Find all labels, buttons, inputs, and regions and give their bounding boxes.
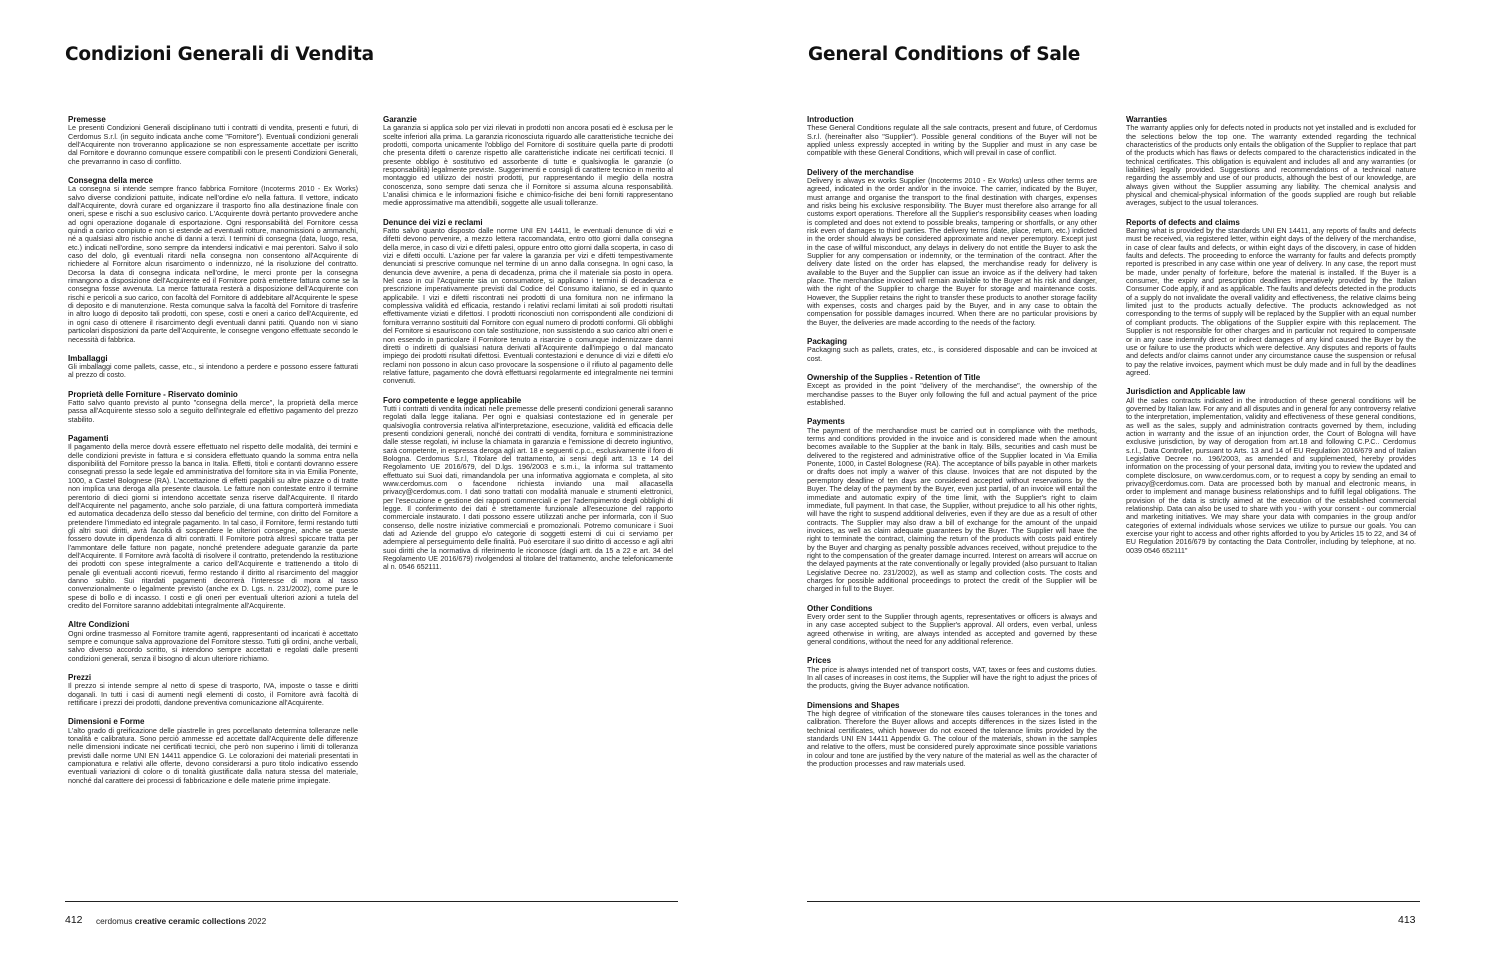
section-body: Every order sent to the Supplier through agents, representatives or officers is always and in any case accepted subject to the Supplier's approval. All orders, even verbal, unless agreed otherwise in writing, are always intended as accepted and governed by these general conditions, without the need for any additional reference. [807, 611, 1097, 646]
section-body: All the sales contracts indicated in the introduction of these general conditions will be governed by Italian law. For any and all disputes and in general for any controversy relative to the interpretation, implementation, validity and effectiveness of these general conditions, as well as the sales, supply and administration contracts governed by them, including action in warranty and the issue of an injunction order, the Court of Bologna will have exclusive jurisdiction, by way of derogation from art.18 and following C.P.C.. Cerdomus s.r.l., Data Controller, pursuant to Arts. 13 and 14 of EU Regulation 2016/679 and of Italian Legislative Decree no. 196/2003, as amended and supplemented, hereby provides information on the processing of your personal data, inviting you to review the updated and complete disclosure, on www.cerdomus.com, or to request a copy by sending an email to privacy@cerdomus.com. Data are processed both by manual and electronic means, in order to implement and manage business relationships and to fulfill legal obligations. The provision of the data is strictly aimed at the execution of the established commercial relationship. Data can also be used to share with you - with your consent - our commercial and marketing initiatives. We may share your data with companies in the group and/or categories of external individuals whose services we utilize to pursue our goals. You can exercise your right to access and other rights afforded to you by Articles 15 to 22, and 34 of EU Regulation 2016/679 by contacting the Data Controller, including by telephone, at no. 0039 0546 652111" [1126, 395, 1416, 555]
section-body: The price is always intended net of transport costs, VAT, taxes or fees and customs duties. In all cases of increases in cost items, the Supplier will have the right to adjust the prices of the products, giving the Buyer advance notification. [807, 664, 1097, 691]
section-heading: Warranties [1126, 115, 1168, 124]
section-heading: Prices [807, 656, 832, 666]
section-body: Except as provided in the point "delivery of the merchandise", the ownership of the merchandise passes to the Buyer only following the full and actual payment of the price established. [807, 381, 1097, 408]
section-body: Fatto salvo quanto disposto dalle norme UNI EN 14411, le eventuali denunce di vizi e difetti devono pervenire, a mezzo lettera raccomandata, entro otto giorni dalla consegna della merce, in caso di vizi e difetti palesi, oppure entro otto giorni dalla scoperta, in caso di vizi e difetti occulti. L'azione per far valere la garanzia per vizi e difetti tempestivamente denunciati si prescrive comunque nel termine di un anno dalla consegna. In ogni caso, la denuncia deve avvenire, a pena di decadenza, prima che il materiale sia posto in opera. Nel caso in cui l'Acquirente sia un consumatore, si applicano i termini di decadenza e prescrizione imperativamente previsti dal Codice del Consumo italiano, se ed in quanto applicabile. I vizi e difetti riscontrati nei prodotti di una fornitura non ne infirmano la complessiva validità ed efficacia, restando i relativi reclami limitati ai soli prodotti risultati effettivamente viziati e difettosi. I prodotti riconosciuti non corrispondenti alle condizioni di fornitura verranno sostituiti dal Fornitore con egual numero di prodotti conformi. Gli obblighi del Fornitore si esauriscono con tale sostituzione, non sussistendo a suo carico altri oneri e non essendo in particolare il Fornitore tenuto a risarcire o comunque indennizzare danni diretti o indiretti di qualsiasi natura derivati all'Acquirente dall'impiego o dal mancato impiego dei prodotti risultati difettosi. Eventuali contestazioni e denunce di vizi e difetti e/o reclami non possono in alcun caso provocare la sospensione o il rifiuto al pagamento delle relative fatture, pagamento che dovrà effettuarsi regolarmente ed integralmente nei termini convenuti. [383, 226, 673, 386]
section [807, 115, 1097, 158]
section-heading: Reports of defects and claims [1126, 217, 1240, 227]
section-body: The high degree of vitrification of the stoneware tiles causes tolerances in the tones and calibration. Therefore the Buyer allows and accepts differences in the sizes listed in the technical certificates, which however do not exceed the tolerance limits provided by the standards UNI EN 14411 Appendix G. The colour of the materials, shown in the samples and relative to the offers, must be considered purely approximate since possible variations in colour and tone are justified by the very nature of the material as well as the character of the production processes and raw materials used. [807, 708, 1097, 768]
running-footer [96, 916, 266, 926]
section-body: Fatto salvo quanto previsto al punto "consegna della merce", la proprietà della merce passa all'Acquirente stesso solo a seguito dell'integrale ed effettivo pagamento del prezzo stabilito. [68, 398, 358, 424]
section [68, 390, 358, 424]
section-heading: Prezzi [68, 673, 92, 682]
section [68, 354, 358, 380]
section [807, 417, 1097, 593]
section [68, 620, 358, 663]
section [68, 115, 358, 166]
section [383, 115, 673, 208]
section-body: Delivery is always ex works Supplier (Incoterms 2010 - Ex Works) unless other terms are agreed, indicated in the order and/or in the invoice. The carrier, indicated by the Buyer, must arrange and organise the transport to the final destination with charges, expenses and risks being his exclusive responsibility. The Buyer must therefore also arrange for all customs export operations. Therefore all the Supplier's responsibility ceases when loading is completed and does not extend to possible breaks, tampering or shortfalls, or any other risk even of damages to third parties. The delivery terms (date, place, return, etc.) indicted in the order should always be considered approximate and never peremptory. Except just in the case of willful misconduct, any delays in delivery do not entitle the Buyer to ask the Supplier for any compensation or indemnity, or the termination of the contract. After the delivery date listed on the order has elapsed, the merchandise ready for delivery is available to the Buyer and the Supplier can issue an invoice as if the delivery had taken place. The merchandise invoiced will remain available to the Buyer at his risk and danger, with the right of the Supplier to charge the Buyer for storage and maintenance costs. However, the Supplier retains the right to transfer these products to another storage facility with expenses, costs and charges paid by the Buyer, and in any case to obtain the compensation for possible damages incurred. When there are no particular provisions by the Buyer, the deliveries are made according to the needs of the factory. [807, 175, 1097, 327]
section [807, 701, 1097, 769]
section-heading: Delivery of the merchandise [807, 167, 914, 177]
right-page-number: 413 [1398, 914, 1416, 926]
right-page-title: General Conditions of Sale [808, 44, 1081, 65]
section-heading: Dimensioni e Forme [68, 717, 145, 727]
section-body: Gli imballaggi come pallets, casse, etc., si intendono a perdere e possono essere fatturati al prezzo di costo. [68, 362, 358, 380]
section-body: Il pagamento della merce dovrà essere effettuato nel rispetto delle modalità, dei termini e delle condizioni previste in fattura e si considera effettuato quando la somma entra nella disponibilità del Fornitore presso la banca in Italia. Effetti, titoli e contanti dovranno essere consegnati presso la sede legale ed amministrativa del fornitore sita in via Emilia Ponente, 1000, a Castel Bolognese (RA). L'accettazione di effetti pagabili su altre piazze o di tratte non implica una deroga alla presente clausola. Le fatture non contestate entro il termine perentorio di dieci giorni si intendono accettate senza riserve dall'Acquirente. Il ritardo dell'Acquirente nel pagamento, anche solo parziale, di una fattura comporterà immediata ed automatica decadenza dello stesso dal beneficio del termine, con diritto del Fornitore a pretendere l'immediato ed integrale pagamento. In tal caso, il Fornitore, fermi restando tutti gli altri suoi diritti, avrà facoltà di sospendere le ulteriori consegne, anche se queste fossero dovute in dipendenza di altri contratti. Il Fornitore potrà altresì spiccare tratta per l'ammontare delle fatture non pagate, nonché pretendere adeguate garanzie da parte dell'Acquirente. Il Fornitore avrà facoltà di risolvere il contratto, pretendendo la restituzione dei prodotti con spese integralmente a carico dell'Acquirente e trattenendo a titolo di penale gli eventuali acconti ricevuti, fermo restando il diritto al risarcimento del maggior danno subito. Sui ritardati pagamenti decorrerà l'interesse di mora al tasso convenzionalmente o legalmente previsto (anche ex D. Lgs. n. 231/2002), come pure le spese di bollo e di incasso. I costi e gli oneri per eventuali ulteriori azioni a tutela del credito del Fornitore saranno addebitati integralmente all'Acquirente. [68, 442, 358, 610]
section-body: Barring what is provided by the standards UNI EN 14411, any reports of faults and defects must be received, via registered letter, within eight days of the delivery of the merchandise, in case of clear faults and defects, or within eight days of the discovery, in case of hidden faults and defects. The proceeding to enforce the warranty for faults and defects promptly reported is prescribed in any case within one year of delivery. In any case, the report must be made, under penalty of forfeiture, before the material is installed. If the Buyer is a consumer, the expiry and prescription deadlines imperatively provided by the Italian Consumer Code apply, if and as applicable. The faults and defects detected in the products of a supply do not invalidate the overall validity and effectiveness, the relative claims being limited just to the products actually defective. The products acknowledged as not corresponding to the terms of supply will be replaced by the Supplier with an equal number of compliant products. The obligations of the Supplier expire with this replacement. The Supplier is not responsible for other charges and in particular not required to compensate or in any case indemnify direct or indirect damages of any kind caused the Buyer by the use or failure to use the products which were defective. Any disputes and reports of faults and defects and/or claims cannot under any circumstance cause the suspension or refusal to pay the relative invoices, payment which must be duly made and in full by the deadlines agreed. [1126, 226, 1416, 377]
right-column-1 [807, 115, 1097, 778]
section-body: Ogni ordine trasmesso al Fornitore tramite agenti, rappresentanti od incaricati è accettato sempre e comunque salva approvazione del Fornitore stesso. Tutti gli ordini, anche verbali, salvo diverso accordo scritto, si intendono sempre accettati e regolati dalle presenti condizioni generali, senza il bisogno di alcun ulteriore richiamo. [68, 628, 358, 663]
section [383, 218, 673, 386]
section [807, 656, 1097, 690]
right-column-2 [1126, 115, 1416, 565]
section-heading: Imballaggi [68, 353, 108, 363]
left-page-number: 412 [65, 914, 83, 926]
section-heading: Garanzie [383, 115, 417, 124]
section [807, 337, 1097, 363]
section-body: Packaging such as pallets, crates, etc., is considered disposable and can be invoiced at cost. [807, 345, 1097, 363]
left-footer-rule [65, 901, 678, 902]
section [1126, 115, 1416, 208]
left-column-1 [68, 115, 358, 795]
section-body: The payment of the merchandise must be carried out in compliance with the methods, terms and conditions provided in the invoice and is considered made when the amount becomes available to the Supplier at the bank in Italy. Bills, securities and cash must be delivered to the registered and administrative office of the Supplier located in Via Emilia Ponente, 1000, in Castel Bolognese (RA). The acceptance of bills payable in other markets or drafts does not imply a waiver of this clause. Invoices that are not disputed by the peremptory deadline of ten days are considered accepted without reservations by the Buyer. The delay of the payment by the Buyer, even just partial, of an invoice will entail the immediate and automatic expiry of the time limit, with the Supplier's right to claim immediate, full payment. In that case, the Supplier, without prejudice to all his other rights, will have the right to suspend additional deliveries, even if they are due as a result of other contracts. The Supplier may also draw a bill of exchange for the amount of the unpaid invoices, as well as claim adequate guarantees by the Buyer. The Supplier will have the right to terminate the contract, claiming the return of the products with costs paid entirely by the Buyer and charging as penalty possible advances received, without prejudice to the right to the compensation of the greater damage incurred. Interest on arrears will accrue on the delayed payments at the rate conventionally or legally provided (also pursuant to Italian Legislative Decree no. 231/2002), as well as stamp and collection costs. The costs and charges for possible additional proceedings to protect the credit of the Supplier will be charged in full to the Buyer. [807, 425, 1097, 594]
section-heading: Denunce dei vizi e reclami [383, 217, 483, 227]
footer-brand: cerdomus [96, 916, 133, 926]
footer-year: 2022 [247, 916, 267, 926]
right-footer-rule [807, 901, 1420, 902]
section-body: La consegna si intende sempre franco fabbrica Fornitore (Incoterms 2010 - Ex Works) salvo diverse condizioni pattuite, indicate nell'ordine e/o nella fattura. Il vettore, indicato dall'Acquirente, dovrà curare ed organizzare il trasporto fino alla destinazione finale con oneri, spese e rischi a suo esclusivo carico. L'Acquirente dovrà pertanto provvedere anche ad ogni operazione doganale di esportazione. Ogni responsabilità del Fornitore cessa quindi a carico compiuto e non si estende ad eventuali rotture, manomissioni o ammanchi, né a qualsiasi altro rischio anche di danni a terzi. I termini di consegna (data, luogo, resa, etc.) indicati nell'ordine, sono sempre da intendersi indicativi e mai perentori. Salvo il solo caso del dolo, gli eventuali ritardi nella consegna non consentono all'Acquirente di richiedere al Fornitore alcun risarcimento o indennizzo, né la risoluzione del contratto. Decorsa la data di consegna indicata nell'ordine, le merci pronte per la consegna rimangono a disposizione dell'Acquirente ed il Fornitore potrà emettere fattura come se la consegna fosse avvenuta. La merce fatturata resterà a disposizione dell'Acquirente con rischi e pericoli a suo carico, con facoltà del Fornitore di addebitare all'Acquirente le spese di deposito e di manutenzione. Resta comunque salva la facoltà del Fornitore di trasferire in altro luogo di deposito tali prodotti, con spese, costi e oneri a carico dell'Acquirente, ed in ogni caso di ottenere il risarcimento degli eventuali danni patiti. Quando non vi siano particolari disposizioni da parte dell'Acquirente, le consegne vengono effettuate secondo le necessità di fabbrica. [68, 184, 358, 344]
footer-collection: creative ceramic collections [134, 916, 246, 926]
section-body: La garanzia si applica solo per vizi rilevati in prodotti non ancora posati ed è esclusa per le scelte inferiori alla prima. La garanzia riconosciuta riguardo alle caratteristiche tecniche dei prodotti, comporta unicamente l'obbligo del Fornitore di sostituire quella parte di prodotti che presenta difetti o carenze rispetto alle caratteristiche indicate nei certificati tecnici. Il presente obbligo è sostitutivo ed assorbente di tutte e qualsivoglia le garanzie (o responsabilità) legalmente previste. Suggerimenti e consigli di carattere tecnico in merito al montaggio ed utilizzo dei nostri prodotti, pur rappresentando il meglio della nostra conoscenza, sono sempre dati senza che il Fornitore si assuma alcuna responsabilità. L'analisi chimica e le informazioni fisiche e chimico-fisiche dei beni forniti rappresentano medie approssimative ma attendibili, soggette alle usuali tolleranze. [383, 123, 673, 208]
section-heading: Foro competente e legge applicabile [383, 395, 522, 405]
section-heading: Ownership of the Supplies - Retention of Title [807, 373, 981, 383]
section-heading: Altre Condizioni [68, 620, 130, 630]
section-heading: Packaging [807, 337, 848, 347]
left-page-title: Condizioni Generali di Vendita [65, 44, 374, 65]
left-column-2 [383, 115, 673, 582]
section-body: L'alto grado di greificazione delle piastrelle in gres porcellanato determina tolleranze nelle tonalità e calibratura. Sono perciò ammesse ed accettate dall'Acquirente delle differenze nelle dimensioni indicate nei certificati tecnici, che però non superino i limiti di tolleranza previsti dalle norme UNI EN 14411 appendice G. Le colorazioni dei materiali presentati in campionatura e relativi alle offerte, devono considerarsi a puro titolo indicativo essendo eventuali variazioni di colore o di tonalità giustificate dalla natura stessa del materiale, nonché dal carattere dei processi di fabbricazione e delle materie prime impiegate. [68, 725, 358, 785]
section-heading: Pagamenti [68, 434, 109, 444]
section [807, 604, 1097, 647]
section [68, 434, 358, 610]
section [1126, 387, 1416, 555]
section-body: These General Conditions regulate all the sale contracts, present and future, of Cerdomus S.r.l. (hereinafter also "Supplier"). Possible general conditions of the Buyer will not be applied unless expressly accepted in writing by the Supplier and must in any case be compatible with these General Conditions, which will prevail in case of conflict. [807, 123, 1097, 158]
section [68, 717, 358, 785]
section [1126, 218, 1416, 377]
section-heading: Dimensions and Shapes [807, 700, 900, 710]
section [68, 176, 358, 344]
section-heading: Premesse [68, 115, 106, 124]
section-heading: Introduction [807, 115, 854, 124]
section [807, 168, 1097, 327]
section-body: The warranty applies only for defects noted in products not yet installed and is excluded for the selections below the top one. The warranty extended regarding the technical characteristics of the products only entails the obligation of the Supplier to replace that part of the products which has flaws or defects compared to the characteristics indicated in the technical certificates. This obligation is equivalent and includes all and any warranties (or liabilities) legally provided. Suggestions and recommendations of a technical nature regarding the assembly and use of our products, although the best of our knowledge, are always given without the Supplier assuming any liability. The chemical analysis and physical and chemical-physical information of the goods supplied are rough but reliable averages, subject to the usual tolerances. [1126, 123, 1416, 208]
section-heading: Consegna della merce [68, 176, 153, 186]
section-heading: Payments [807, 417, 845, 427]
section [807, 373, 1097, 407]
section-body: Il prezzo si intende sempre al netto di spese di trasporto, IVA, imposte o tasse e diritti doganali. In tutti i casi di aumenti negli elementi di costo, il Fornitore avrà facoltà di rettificare i prezzi dei prodotti, dandone preventiva comunicazione all'Acquirente. [68, 681, 358, 707]
section [68, 673, 358, 707]
section-heading: Other Conditions [807, 603, 873, 613]
section-heading: Jurisdiction and Applicable law [1126, 387, 1246, 397]
section-body: Tutti i contratti di vendita indicati nelle premesse delle presenti condizioni generali saranno regolati dalla legge italiana. Per ogni e qualsiasi contestazione ed in generale per qualsivoglia controversia relativa all'interpretazione, esecuzione, validità ed efficacia delle presenti condizioni generali, nonché dei contratti di vendita, fornitura e somministrazione dalle stesse regolati, ivi incluse la chiamata in garanzia e l'emissione di decreto ingiuntivo, sarà competente, in espressa deroga agli art. 18 e seguenti c.p.c., esclusivamente il foro di Bologna. Cerdomus S.r.l, Titolare del trattamento, ai sensi degli artt. 13 e 14 del Regolamento UE 2016/679, del D.lgs. 196/2003 e s.m.i., la informa sul trattamento effettuato sui Suoi dati, rimandandola per una informativa aggiornata e completa, al sito www.cerdomus.com o facendone richiesta inviando una mail allacasella privacy@cerdomus.com. I dati sono trattati con modalità manuale e strumenti elettronici, per l'esecuzione e gestione dei rapporti commerciali e per l'adempimento degli obblighi di legge. Il conferimento dei dati è strettamente funzionale all'esecuzione del rapporto commerciale instaurato. I dati possono essere utilizzati anche per informarla, con il Suo consenso, delle nostre iniziative commerciali e promozionali. Potremo comunicare i Suoi dati ad Aziende del gruppo e/o categorie di soggetti esterni di cui ci serviamo per adempiere al perseguimento delle finalità. Può esercitare il suo diritto di accesso e agli altri suoi diritti che la normativa di riferimento le riconosce (dagli artt. da 15 a 22 e art. 34 del Regolamento UE 2016/679) rivolgendosi al titolare del trattamento, anche telefonicamente al n. 0546 652111. [383, 403, 673, 572]
section-body: Le presenti Condizioni Generali disciplinano tutti i contratti di vendita, presenti e futuri, di Cerdomus S.r.l. (in seguito indicata anche come "Fornitore"). Eventuali condizioni generali dell'Acquirente non troveranno applicazione se non espressamente accettate per iscritto dal Fornitore e dovranno comunque essere compatibili con le presenti Condizioni Generali, che prevarranno in caso di conflitto. [68, 123, 358, 166]
section-heading: Proprietà delle Forniture - Riservato dominio [68, 389, 238, 399]
section [383, 396, 673, 572]
